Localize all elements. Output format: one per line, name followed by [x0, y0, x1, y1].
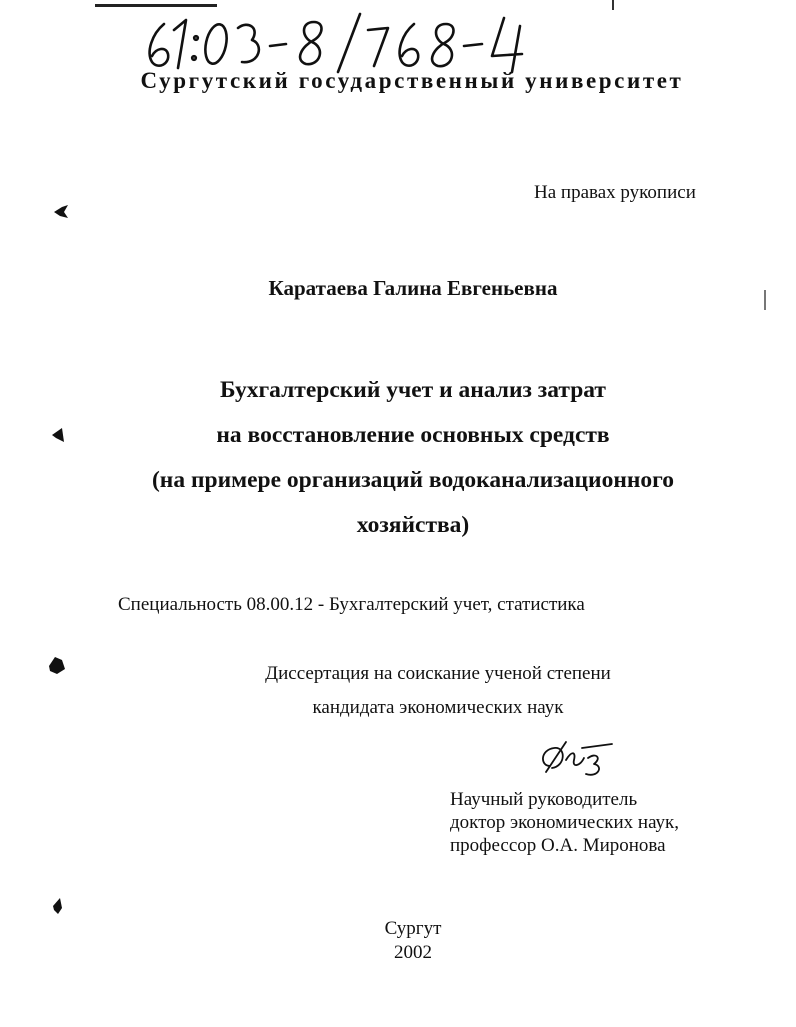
degree-line: кандидата экономических наук	[312, 697, 564, 718]
city: Сургут	[384, 918, 442, 939]
title-line: Бухгалтерский учет и анализ затрат	[220, 377, 606, 403]
binding-mark-icon	[52, 204, 70, 220]
specialty-line: Специальность 08.00.12 - Бухгалтерский учет, статистика	[118, 594, 585, 615]
binding-mark-icon	[50, 426, 66, 444]
binding-mark-icon	[46, 654, 68, 676]
degree-statement	[0, 657, 796, 725]
manuscript-rights-note: На правах рукописи	[534, 182, 696, 203]
degree-line: Диссертация на соискание ученой степени	[265, 663, 611, 684]
university-name: Сургутский государственный университет	[140, 68, 684, 93]
author-name: Каратаева Галина Евгеньевна	[268, 276, 558, 300]
title-line: на восстановление основных средств	[216, 422, 610, 448]
binding-mark-icon	[50, 896, 66, 916]
advisor-line: профессор О.А. Миронова	[450, 835, 666, 856]
advisor-line: доктор экономических наук,	[450, 812, 680, 833]
place-and-year	[0, 917, 796, 965]
scan-edge-top-right	[612, 0, 614, 10]
advisor-line: Научный руководитель	[450, 789, 638, 810]
title-line: (на примере организаций водоканализационного	[151, 467, 675, 493]
signature	[536, 736, 616, 780]
scientific-advisor	[450, 788, 679, 857]
dissertation-title	[0, 368, 796, 548]
year: 2002	[394, 942, 432, 963]
title-line: хозяйства)	[356, 512, 470, 538]
scan-edge-right	[764, 290, 766, 310]
scan-edge-top-left	[95, 4, 217, 7]
